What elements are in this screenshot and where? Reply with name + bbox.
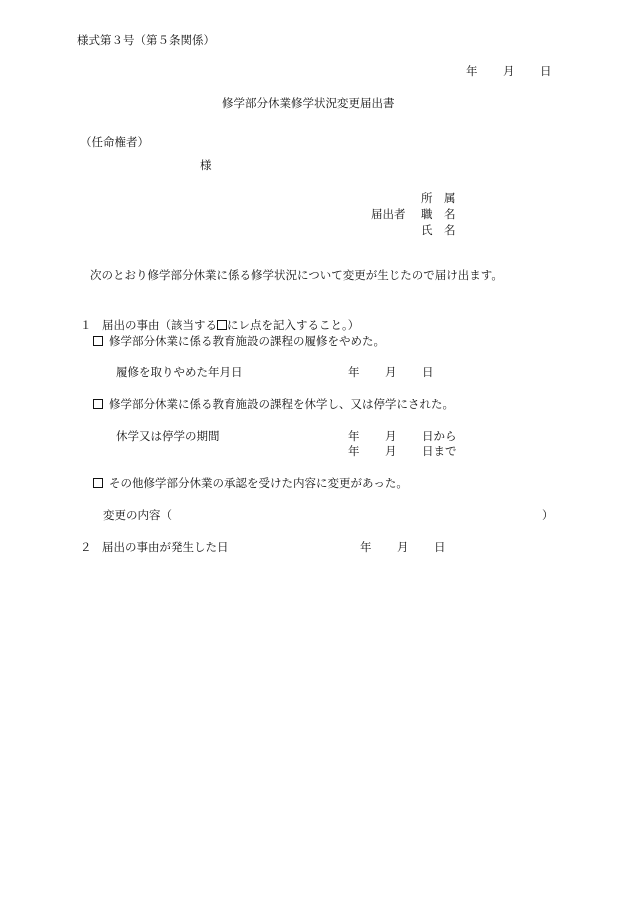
form-number: 様式第３号（第５条関係） xyxy=(77,33,215,47)
option1-day: 日 xyxy=(422,365,434,379)
option2-from-month: 月 xyxy=(385,429,397,443)
option2-to-year: 年 xyxy=(348,444,360,458)
option3-label: その他修学部分休業の承認を受けた内容に変更があった。 xyxy=(109,476,408,490)
position-label: 職 名 xyxy=(421,207,456,221)
document-title: 修学部分休業修学状況変更届出書 xyxy=(222,96,395,110)
checkbox-sample-icon xyxy=(217,320,227,330)
section1-number: １ xyxy=(80,318,92,332)
option3-row xyxy=(93,476,408,490)
option2-period-label: 休学又は停学の期間 xyxy=(116,429,220,443)
change-content-field[interactable] xyxy=(185,506,535,522)
option2-to-day: 日まで xyxy=(422,444,457,458)
intro-text: 次のとおり修学部分休業に係る修学状況について変更が生じたので届け出ます。 xyxy=(90,268,503,282)
change-content-label: 変更の内容（ xyxy=(103,508,172,522)
option1-checkbox[interactable] xyxy=(93,336,103,346)
section1-heading xyxy=(102,318,359,332)
section2-label: 届出の事由が発生した日 xyxy=(102,540,229,554)
option1-month: 月 xyxy=(385,365,397,379)
section2-year: 年 xyxy=(360,540,372,554)
option2-from-year: 年 xyxy=(348,429,360,443)
option1-date-label: 履修を取りやめた年月日 xyxy=(116,365,243,379)
appointer-label: （任命権者） xyxy=(80,135,149,149)
section2-number: ２ xyxy=(80,540,92,554)
option3-checkbox[interactable] xyxy=(93,478,103,488)
option2-row xyxy=(93,397,454,411)
option1-label: 修学部分休業に係る教育施設の課程の履修をやめた。 xyxy=(109,334,385,348)
option2-from-day: 日から xyxy=(422,429,457,443)
appointer-sama: 様 xyxy=(200,158,212,172)
option2-checkbox[interactable] xyxy=(93,399,103,409)
option2-to-month: 月 xyxy=(385,444,397,458)
date-day-label: 日 xyxy=(540,64,552,78)
section2-month: 月 xyxy=(397,540,409,554)
change-content-close: ） xyxy=(542,508,554,522)
option1-year: 年 xyxy=(348,365,360,379)
name-label: 氏 名 xyxy=(421,223,456,237)
section1-heading-pre: 届出の事由（該当する xyxy=(102,318,217,332)
date-year-label: 年 xyxy=(466,64,478,78)
section1-heading-post: にレ点を記入すること。） xyxy=(227,318,360,332)
section2-day: 日 xyxy=(434,540,446,554)
date-month-label: 月 xyxy=(503,64,515,78)
notifier-prefix: 届出者 xyxy=(371,207,406,221)
affiliation-label: 所 属 xyxy=(421,191,456,205)
option1-row xyxy=(93,334,385,348)
option2-label: 修学部分休業に係る教育施設の課程を休学し、又は停学にされた。 xyxy=(109,397,454,411)
